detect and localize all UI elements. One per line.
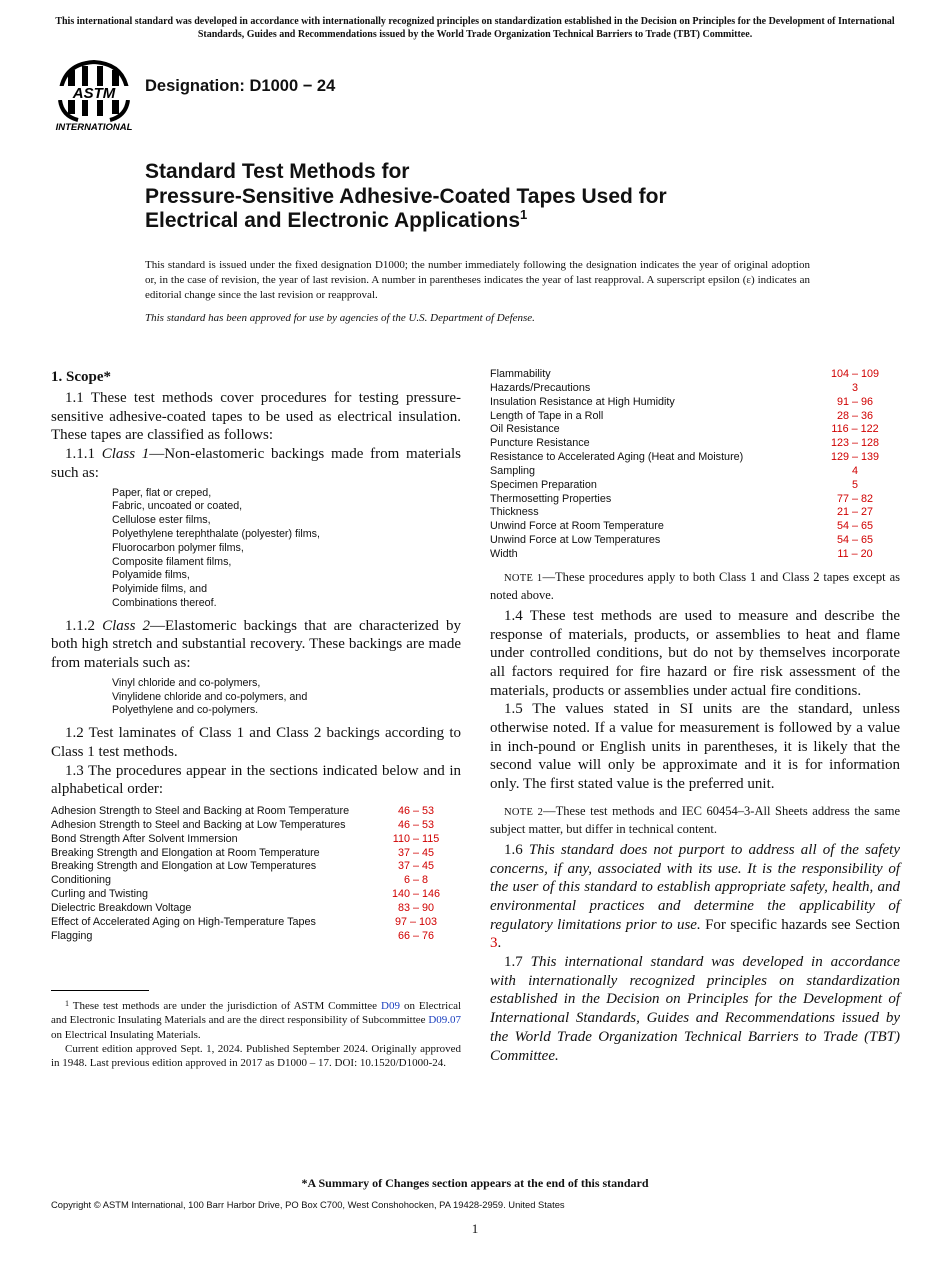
footnote-edition: Current edition approved Sept. 1, 2024. Published September 2024. Originally approved in 1948. Last previous edition approved in 2017 as D1000 – 17. DOI: 10.1520/D1000-24. <box>51 1042 461 1070</box>
designation: Designation: D1000 − 24 <box>145 77 336 95</box>
section-range-link[interactable]: 140 – 146 <box>391 888 441 901</box>
section-name: Insulation Resistance at High Humidity <box>490 395 675 408</box>
section-name: Adhesion Strength to Steel and Backing at Low Temperatures <box>51 818 346 831</box>
section-range-link[interactable]: 46 – 53 <box>397 805 435 817</box>
material-list-item: Polyethylene terephthalate (polyester) films, <box>112 527 320 540</box>
section-name: Hazards/Precautions <box>490 381 591 394</box>
page-number: 1 <box>471 1221 479 1236</box>
material-list-item: Fluorocarbon polymer films, <box>112 541 244 554</box>
scope-heading: 1. Scope* <box>51 369 111 385</box>
section-row <box>51 888 461 902</box>
section-row <box>490 534 900 548</box>
para-1-1-2 <box>51 617 461 673</box>
section-name: Resistance to Accelerated Aging (Heat and Moisture) <box>490 451 744 464</box>
material-list-item: Polyimide films, and <box>112 583 208 596</box>
material-list-item: Polyethylene and co-polymers. <box>112 704 259 717</box>
note-2 <box>490 803 900 837</box>
para-1-3: 1.3 The procedures appear in the sections indicated below and in alphabetical order: <box>51 762 461 798</box>
note-label: NOTE 2 <box>504 806 544 818</box>
section-name: Curling and Twisting <box>51 888 149 901</box>
section-row <box>490 382 900 396</box>
section-name: Unwind Force at Low Temperatures <box>490 534 661 547</box>
section-range-link[interactable]: 4 <box>851 464 858 477</box>
section-row <box>51 916 461 930</box>
material-list-item: Vinylidene chloride and co-polymers, and <box>112 690 308 703</box>
section-row <box>490 479 900 493</box>
class-2-label: Class 2 <box>102 617 150 634</box>
class-2-materials-list <box>51 677 461 718</box>
section-range-link[interactable]: 37 – 45 <box>397 860 435 873</box>
title-line-3-text: Electrical and Electronic Applications <box>145 209 520 232</box>
para-italic-text: This international standard was developed in accordance with internationally recognized principles on standardization established in the Decision on Principles for the Development of International Standards, Guides and Recommendations issued by the World Trade Organization Technical Barriers to Trade (TBT) Committee. <box>490 954 901 1064</box>
section-name: Breaking Strength and Elongation at Room Temperature <box>51 846 320 859</box>
section-range-link[interactable]: 91 – 96 <box>836 395 874 408</box>
section-row <box>490 437 900 451</box>
document-title <box>145 160 845 234</box>
section-range-link[interactable]: 83 – 90 <box>397 901 435 914</box>
para-num: 1.7 <box>504 954 523 971</box>
section-range-link[interactable]: 11 – 20 <box>837 547 873 560</box>
section-name: Width <box>490 547 518 560</box>
footnote-text: These test methods are under the jurisdiction of ASTM Committee <box>72 1000 378 1012</box>
astm-logo <box>52 56 136 132</box>
class-1-label: Class 1 <box>101 446 150 463</box>
note-text: —These test methods and IEC 60454–3-All Sheets address the same subject matter, but differ in technical content. <box>490 803 900 836</box>
material-list-item: Composite filament films, <box>112 555 232 568</box>
section-row <box>51 833 461 847</box>
section-name: Flagging <box>51 929 93 942</box>
section-row <box>51 847 461 861</box>
para-num: 1.6 <box>504 841 523 858</box>
section-name: Sampling <box>490 464 536 477</box>
title-line-1: Standard Test Methods for <box>145 160 410 183</box>
para-1-2: 1.2 Test laminates of Class 1 and Class 2 backings according to Class 1 test methods. <box>51 725 461 760</box>
sections-table-right <box>490 368 900 562</box>
material-list-item: Polyamide films, <box>112 569 190 582</box>
para-1-6: 1.6 This standard does not purport to address all of the safety concerns, if any, associated with its use. It is the responsibility of the user of this standard to establish appropriate safety, health, and environmental practices and determine the applicability of regulatory limitations prior to use. For specific hazards see Section 3. <box>490 841 901 952</box>
section-range-link[interactable]: 6 – 8 <box>403 874 428 887</box>
section-range-link[interactable]: 110 – 115 <box>392 832 440 845</box>
dod-approval-statement: This standard has been approved for use by agencies of the U.S. Department of Defense. <box>145 312 535 324</box>
note-label: NOTE 1 <box>504 572 543 584</box>
section-range-link[interactable]: 21 – 27 <box>836 506 874 519</box>
para-1-1: 1.1 These test methods cover procedures for testing pressure-sensitive adhesive-coated tapes to be used as electrical insulation. These tapes are classified as follows: <box>51 390 461 444</box>
section-row <box>51 819 461 833</box>
footnotes <box>51 999 461 1070</box>
material-list-item: Paper, flat or creped, <box>112 486 212 499</box>
section-row <box>51 874 461 888</box>
class-1-materials-list <box>51 487 461 611</box>
section-row <box>51 805 461 819</box>
section-row <box>490 423 900 437</box>
summary-of-changes-note: *A Summary of Changes section appears at the end of this standard <box>301 1176 649 1190</box>
footnote-divider <box>51 990 149 991</box>
section-range-link[interactable]: 54 – 65 <box>836 520 874 533</box>
section-range-link[interactable]: 97 – 103 <box>394 915 438 928</box>
section-range-link[interactable]: 37 – 45 <box>397 846 435 859</box>
section-name: Unwind Force at Room Temperature <box>490 520 664 533</box>
astm-logo-icon <box>52 56 136 132</box>
section-row <box>490 396 900 410</box>
para-1-7 <box>490 953 900 1065</box>
note-1 <box>490 569 900 603</box>
para-num: 1.1.2 <box>65 617 95 634</box>
para-1-4: 1.4 These test methods are used to measure and describe the response of materials, products, or assemblies to heat and flame under controlled conditions, but do not by themselves incorporate all factors required for fire hazard or fire risk assessment of the materials, products or assemblies under actual fire conditions. <box>490 607 900 699</box>
issuance-statement: This standard is issued under the fixed designation D1000; the number immediately following the designation indicates the year of original adoption or, in the case of revision, the year of last revision. A number in parentheses indicates the year of last reapproval. A superscript epsilon (ε) indicates an editorial change since the last revision or reapproval. <box>145 259 810 301</box>
section-range-link[interactable]: 116 – 122 <box>831 423 879 436</box>
section-name: Specimen Preparation <box>490 478 597 491</box>
international-standard-notice: This international standard was developed in accordance with internationally recognized principles on standardization established in the Decision on Principles for the Development of International Standards, Guides and Recommendations issued by the World Trade Organization Technical Barriers to Trade (TBT) Committee. <box>55 16 895 40</box>
committee-d09-link[interactable]: D09 <box>381 1000 400 1012</box>
section-row <box>490 410 900 424</box>
section-name: Effect of Accelerated Aging on High-Temperature Tapes <box>51 915 316 928</box>
left-column <box>51 368 461 943</box>
para-italic-text: This standard does not purport to address all of the safety concerns, if any, associated with its use. It is the responsibility of the user of this standard to establish appropriate safety, health, and environmental practices and determine the applicability of regulatory limitations prior to use. <box>490 841 901 933</box>
section-row <box>490 548 900 562</box>
section-row <box>51 930 461 944</box>
section-range-link[interactable]: 104 – 109 <box>830 368 880 380</box>
footnote-1 <box>51 999 461 1042</box>
subcommittee-d09-07-link[interactable]: D09.07 <box>428 1014 462 1027</box>
section-name: Flammability <box>490 368 551 380</box>
section-name: Thermosetting Properties <box>490 492 612 505</box>
para-1-5: 1.5 The values stated in SI units are the standard, unless otherwise noted. If a value for measurement is followed by a value in inch-pound or English units in parentheses, it is likely that the second value will only be approximate and it is for information only. The first stated value is the preferred unit. <box>490 701 900 793</box>
para-text: —Elastomeric backings that are characterized by both high stretch and substantial recovery. These backings are made from materials such as: <box>51 617 461 672</box>
section-name: Bond Strength After Solvent Immersion <box>51 832 238 845</box>
section-row <box>51 902 461 916</box>
footnote-mark: 1 <box>65 999 69 1008</box>
section-row <box>490 451 900 465</box>
section-name: Length of Tape in a Roll <box>490 409 604 422</box>
section-name: Adhesion Strength to Steel and Backing at Room Temperature <box>51 805 350 817</box>
material-list-item: Combinations thereof. <box>112 596 217 609</box>
section-row <box>51 860 461 874</box>
section-range-link[interactable]: 5 <box>851 478 858 491</box>
material-list-item: Fabric, uncoated or coated, <box>112 500 243 513</box>
right-column <box>490 368 900 1065</box>
section-row <box>490 506 900 520</box>
para-num: 1.1.1 <box>65 446 95 463</box>
section-3-link[interactable]: 3 <box>490 935 498 952</box>
section-name: Breaking Strength and Elongation at Low Temperatures <box>51 860 317 873</box>
footnote-text: on Electrical Insulating Materials. <box>51 1028 201 1041</box>
material-list-item: Cellulose ester films, <box>112 514 211 527</box>
para-1-1-1 <box>51 445 461 482</box>
section-range-link[interactable]: 77 – 82 <box>836 492 874 505</box>
section-range-link[interactable]: 54 – 65 <box>836 534 874 547</box>
section-range-link[interactable]: 46 – 53 <box>397 818 435 831</box>
note-text: —These procedures apply to both Class 1 and Class 2 tapes except as noted above. <box>490 569 900 602</box>
title-footnote-mark: 1 <box>520 207 528 222</box>
section-range-link[interactable]: 66 – 76 <box>397 929 435 942</box>
section-name: Thickness <box>490 506 539 519</box>
section-range-link[interactable]: 123 – 128 <box>830 437 880 450</box>
section-row <box>490 368 900 382</box>
title-line-3 <box>145 209 845 234</box>
section-row <box>490 465 900 479</box>
sections-table-left <box>51 805 461 943</box>
section-range-link[interactable]: 3 <box>851 381 858 394</box>
title-line-2: Pressure-Sensitive Adhesive-Coated Tapes Used for <box>145 184 667 208</box>
section-name: Puncture Resistance <box>490 437 590 450</box>
section-row <box>490 520 900 534</box>
footnote-text: on Electrical and Electronic Insulating Materials and are the direct responsibility of Subcommittee <box>51 1000 462 1027</box>
para-text: —Non-elastomeric backings made from materials such as: <box>51 446 462 481</box>
copyright: Copyright © ASTM International, 100 Barr Harbor Drive, PO Box C700, West Conshohocken, PA 19428-2959. United States <box>51 1199 565 1210</box>
section-range-link[interactable]: 28 – 36 <box>836 409 874 422</box>
section-range-link[interactable]: 129 – 139 <box>830 451 880 464</box>
section-name: Oil Resistance <box>490 423 560 436</box>
section-name: Conditioning <box>51 874 112 887</box>
logo-text: ASTM <box>72 85 116 102</box>
logo-subtext: INTERNATIONAL <box>55 122 133 132</box>
section-name: Dielectric Breakdown Voltage <box>51 901 192 914</box>
material-list-item: Vinyl chloride and co-polymers, <box>112 676 261 689</box>
section-row <box>490 493 900 507</box>
para-text: For specific hazards see Section <box>705 916 901 933</box>
